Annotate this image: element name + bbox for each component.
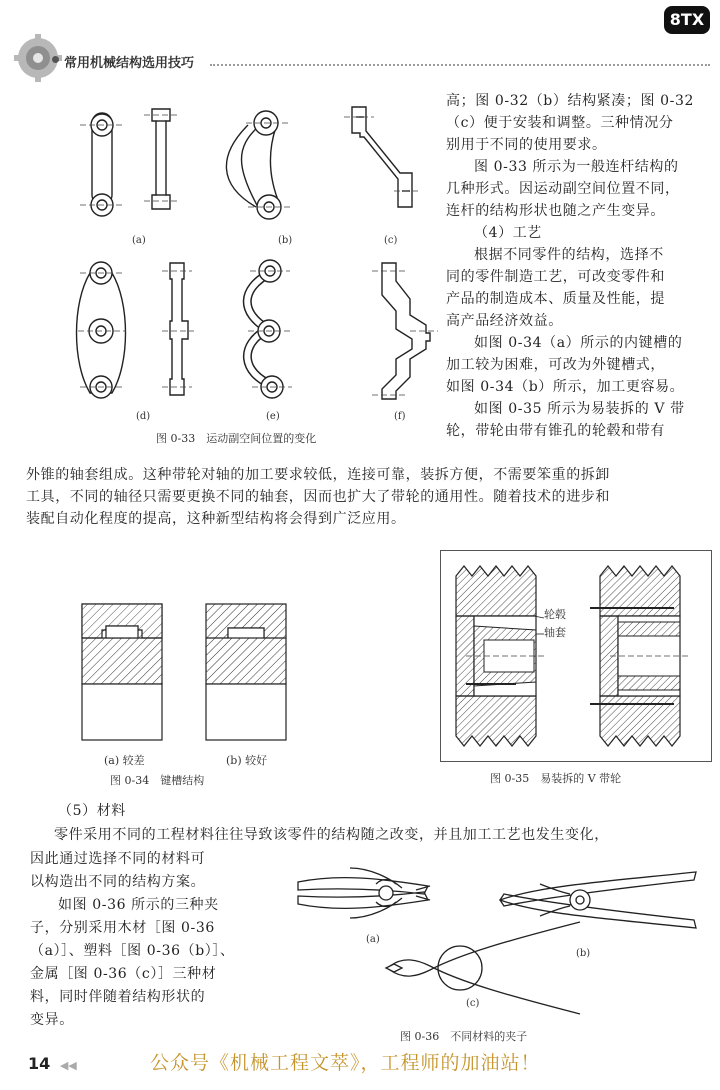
text-line: 金属［图 0-36（c）］三种材 bbox=[30, 966, 217, 982]
figure-0-33 bbox=[60, 95, 440, 425]
fig034-caption: 图 0-34 键槽结构 bbox=[110, 774, 205, 787]
text-line: 如图 0-35 所示为易装拆的 V 带 bbox=[474, 401, 685, 417]
text-line: 轮，带轮由带有锥孔的轮毂和带有 bbox=[446, 423, 665, 439]
fig035-caption: 图 0-35 易装拆的 V 带轮 bbox=[490, 772, 622, 785]
text-line: 图 0-33 所示为一般连杆结构的 bbox=[474, 159, 679, 175]
fig033-caption: 图 0-33 运动副空间位置的变化 bbox=[156, 432, 317, 445]
text-line: （c）便于安装和调整。三种情况分 bbox=[446, 115, 674, 131]
figure-0-36 bbox=[290, 860, 710, 1030]
text-line: 工具，不同的轴径只需要更换不同的轴套，因而也扩大了带轮的通用性。随着技术的进步和 bbox=[26, 489, 610, 505]
fig033-label-c: (c) bbox=[384, 235, 398, 246]
text-line: （a）］、塑料［图 0-36（b）］、 bbox=[30, 943, 235, 959]
fig035-label-hub: 轮毂 bbox=[544, 608, 566, 621]
fig033-label-e: (e) bbox=[266, 411, 280, 422]
link-c bbox=[352, 107, 412, 207]
text-line: 加工较为困难，可改为外键槽式， bbox=[446, 357, 665, 373]
fig036-label-c: (c) bbox=[466, 998, 480, 1009]
text-line: 变异。 bbox=[30, 1012, 74, 1028]
fig035-label-sleeve: 轴套 bbox=[544, 626, 566, 639]
section5-left-text bbox=[30, 848, 266, 1032]
text-line: 子，分别采用木材［图 0-36 bbox=[30, 920, 215, 936]
text-line: 如图 0-36 所示的三种夹 bbox=[58, 897, 219, 913]
logo bbox=[664, 6, 710, 34]
fig033-label-d: (d) bbox=[136, 411, 151, 422]
text-line: 几种形式。因运动副空间位置不同， bbox=[446, 181, 680, 197]
header-divider bbox=[210, 64, 710, 66]
text-line: 连杆的结构形状也随之产生变异。 bbox=[446, 203, 665, 219]
fig033-label-a: (a) bbox=[132, 235, 146, 246]
text-line: 如图 0-34（a）所示的内键槽的 bbox=[474, 335, 683, 351]
full-width-text bbox=[26, 464, 716, 530]
fig033-label-f: (f) bbox=[394, 411, 406, 422]
text-line: 根据不同零件的结构，选择不 bbox=[474, 247, 664, 263]
page-arrow-icon: ◀◀ bbox=[59, 1059, 77, 1072]
text-line: 以构造出不同的结构方案。 bbox=[30, 874, 206, 890]
text-line: 如图 0-34（b）所示，加工更容易。 bbox=[446, 379, 685, 395]
text-line: （4）工艺 bbox=[474, 225, 542, 241]
text-line: 同的零件制造工艺，可改变零件和 bbox=[446, 269, 665, 285]
figure-0-34 bbox=[70, 596, 300, 746]
page-number-value: 14 bbox=[28, 1054, 51, 1073]
link-b bbox=[242, 127, 281, 207]
logo-text: 8TX bbox=[669, 10, 705, 29]
link-d-side bbox=[170, 263, 188, 395]
text-line: 高产品经济效益。 bbox=[446, 313, 563, 329]
text-line: 料，同时伴随着结构形状的 bbox=[30, 989, 206, 1005]
fig034-label-b: (b) 较好 bbox=[226, 754, 268, 767]
fig036-caption: 图 0-36 不同材料的夹子 bbox=[400, 1030, 528, 1043]
fig034-label-a: (a) 较差 bbox=[104, 754, 145, 767]
text-line: 装配自动化程度的提高，这种新型结构将会得到广泛应用。 bbox=[26, 511, 406, 527]
fig036-label-b: (b) bbox=[576, 948, 591, 959]
section5-heading: （5）材料 bbox=[58, 803, 126, 819]
text-line: 外锥的轴套组成。这种带轮对轴的加工要求较低，连接可靠，装拆方便，不需要笨重的拆卸 bbox=[26, 467, 610, 483]
clip-c bbox=[390, 922, 580, 1014]
fig036-label-a: (a) bbox=[366, 934, 380, 945]
text-line: 高；图 0-32（b）结构紧凑；图 0-32 bbox=[446, 93, 694, 109]
figure-0-35 bbox=[444, 556, 706, 756]
text-line: 因此通过选择不同的材料可 bbox=[30, 851, 206, 867]
clip-a bbox=[298, 878, 428, 909]
section5-line1: 零件采用不同的工程材料往往导致该零件的结构随之改变，并且加工工艺也发生变化， bbox=[54, 827, 609, 843]
page-number bbox=[28, 1054, 77, 1073]
bullet-icon bbox=[52, 56, 59, 63]
text-line: 产品的制造成本、质量及性能，提 bbox=[446, 291, 665, 307]
link-a-side bbox=[152, 109, 170, 209]
clip-b bbox=[500, 872, 696, 928]
fig033-label-b: (b) bbox=[278, 235, 293, 246]
top-right-text bbox=[446, 90, 708, 442]
footer-slogan: 公众号《机械工程文萃》，工程师的加油站！ bbox=[150, 1052, 541, 1074]
text-line: 别用于不同的使用要求。 bbox=[446, 137, 607, 153]
header-title: 常用机械结构选用技巧 bbox=[64, 56, 195, 71]
